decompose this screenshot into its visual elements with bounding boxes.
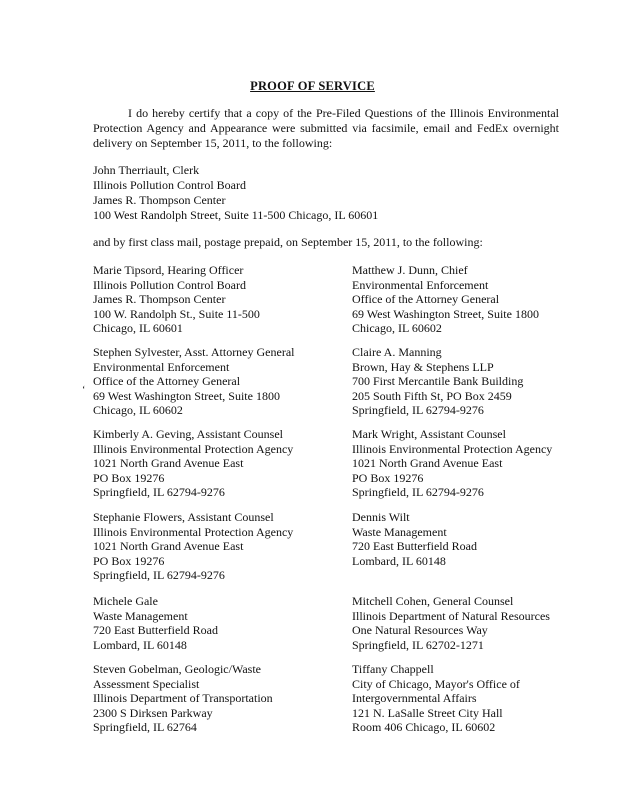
address-line: Springfield, IL 62794-9276	[352, 485, 484, 500]
address-line: Marie Tipsord, Hearing Officer	[93, 263, 244, 277]
address-line: Environmental Enforcement	[93, 359, 230, 374]
address-line: Steven Gobelman, Geologic/Waste	[93, 662, 261, 676]
address-line: Waste Management	[352, 524, 447, 539]
address-line: 720 East Butterfield Road	[93, 623, 218, 638]
address-line: 69 West Washington Street, Suite 1800	[352, 306, 539, 321]
address-line: 100 W. Randolph St., Suite 11-500	[93, 306, 260, 321]
address-line: John Therriault, Clerk	[93, 163, 200, 177]
address-line: Mitchell Cohen, General Counsel	[352, 594, 514, 608]
address-line: 1021 North Grand Avenue East	[352, 456, 503, 471]
recipient-address-block	[352, 510, 477, 568]
address-line: PO Box 19276	[93, 553, 165, 568]
recipient-address-block	[93, 427, 293, 500]
address-line: Illinois Department of Natural Resources	[352, 608, 550, 623]
address-line: 700 First Mercantile Bank Building	[352, 374, 524, 389]
address-line: Tiffany Chappell	[352, 662, 434, 676]
address-line: Lombard, IL 60148	[352, 553, 446, 568]
recipient-address-block	[93, 594, 218, 652]
address-line: City of Chicago, Mayor's Office of	[352, 676, 520, 691]
address-line: PO Box 19276	[93, 470, 165, 485]
address-line: 100 West Randolph Street, Suite 11-500 Chicago, IL 60601	[93, 208, 379, 222]
certification-paragraph	[93, 106, 559, 151]
page-title: PROOF OF SERVICE	[250, 79, 375, 93]
certification-text: I do hereby certify that a copy of the Pre-Filed Questions of the Illinois Environmental Protection Agency and Appearance were submitted via facsimile, email and FedEx overnight delivery on September 15, 2011, to the following:	[93, 106, 559, 150]
address-line: Matthew J. Dunn, Chief	[352, 263, 468, 277]
address-line: 720 East Butterfield Road	[352, 539, 477, 554]
address-line: 2300 S Dirksen Parkway	[93, 705, 213, 720]
address-line: Waste Management	[93, 608, 188, 623]
address-line: PO Box 19276	[352, 470, 424, 485]
address-line: 205 South Fifth St, PO Box 2459	[352, 388, 512, 403]
address-line: Claire A. Manning	[352, 345, 442, 359]
address-line: Springfield, IL 62794-9276	[352, 403, 484, 418]
recipient-address-block	[93, 662, 273, 735]
address-line: Mark Wright, Assistant Counsel	[352, 427, 506, 441]
address-line: Office of the Attorney General	[93, 374, 241, 389]
clerk-address	[93, 163, 378, 223]
address-line: Chicago, IL 60602	[352, 321, 442, 336]
address-line: Illinois Pollution Control Board	[93, 277, 247, 292]
address-line: Dennis Wilt	[352, 510, 410, 524]
address-line: Illinois Environmental Protection Agency	[93, 524, 294, 539]
address-line: Intergovernmental Affairs	[352, 691, 477, 706]
address-line: Assessment Specialist	[93, 676, 200, 691]
recipient-address-block	[352, 345, 523, 418]
address-line: Illinois Department of Transportation	[93, 691, 273, 706]
address-line: Room 406 Chicago, IL 60602	[352, 720, 496, 735]
address-line: Chicago, IL 60602	[93, 403, 183, 418]
address-line: Illinois Environmental Protection Agency	[352, 441, 553, 456]
recipient-address-block	[352, 427, 552, 500]
address-line: Brown, Hay & Stephens LLP	[352, 359, 494, 374]
address-line: Stephen Sylvester, Asst. Attorney General	[93, 345, 295, 359]
recipient-address-block	[352, 662, 520, 735]
address-line: Springfield, IL 62794-9276	[93, 485, 225, 500]
stray-mark: ‘	[82, 385, 86, 396]
address-line: 1021 North Grand Avenue East	[93, 539, 244, 554]
address-line: 69 West Washington Street, Suite 1800	[93, 388, 280, 403]
address-line: Kimberly A. Geving, Assistant Counsel	[93, 427, 283, 441]
address-line: James R. Thompson Center	[93, 193, 226, 207]
address-line: Illinois Pollution Control Board	[93, 178, 247, 192]
address-line: Environmental Enforcement	[352, 277, 489, 292]
first-class-mail-statement: and by first class mail, postage prepaid, on September 15, 2011, to the following:	[93, 235, 483, 249]
address-line: Lombard, IL 60148	[93, 637, 187, 652]
address-line: Michele Gale	[93, 594, 158, 608]
address-line: Illinois Environmental Protection Agency	[93, 441, 294, 456]
recipient-address-block	[352, 263, 539, 336]
address-line: Springfield, IL 62764	[93, 720, 197, 735]
recipient-address-block	[93, 510, 293, 583]
address-line: Chicago, IL 60601	[93, 321, 183, 336]
recipient-address-block	[93, 263, 260, 336]
address-line: 121 N. LaSalle Street City Hall	[352, 705, 503, 720]
address-line: One Natural Resources Way	[352, 623, 488, 638]
address-line: Springfield, IL 62702-1271	[352, 637, 484, 652]
address-line: 1021 North Grand Avenue East	[93, 456, 244, 471]
address-line: Springfield, IL 62794-9276	[93, 568, 225, 583]
address-line: James R. Thompson Center	[93, 292, 226, 307]
address-line: Office of the Attorney General	[352, 292, 500, 307]
address-line: Stephanie Flowers, Assistant Counsel	[93, 510, 274, 524]
recipient-address-block	[93, 345, 295, 418]
recipient-address-block	[352, 594, 550, 652]
